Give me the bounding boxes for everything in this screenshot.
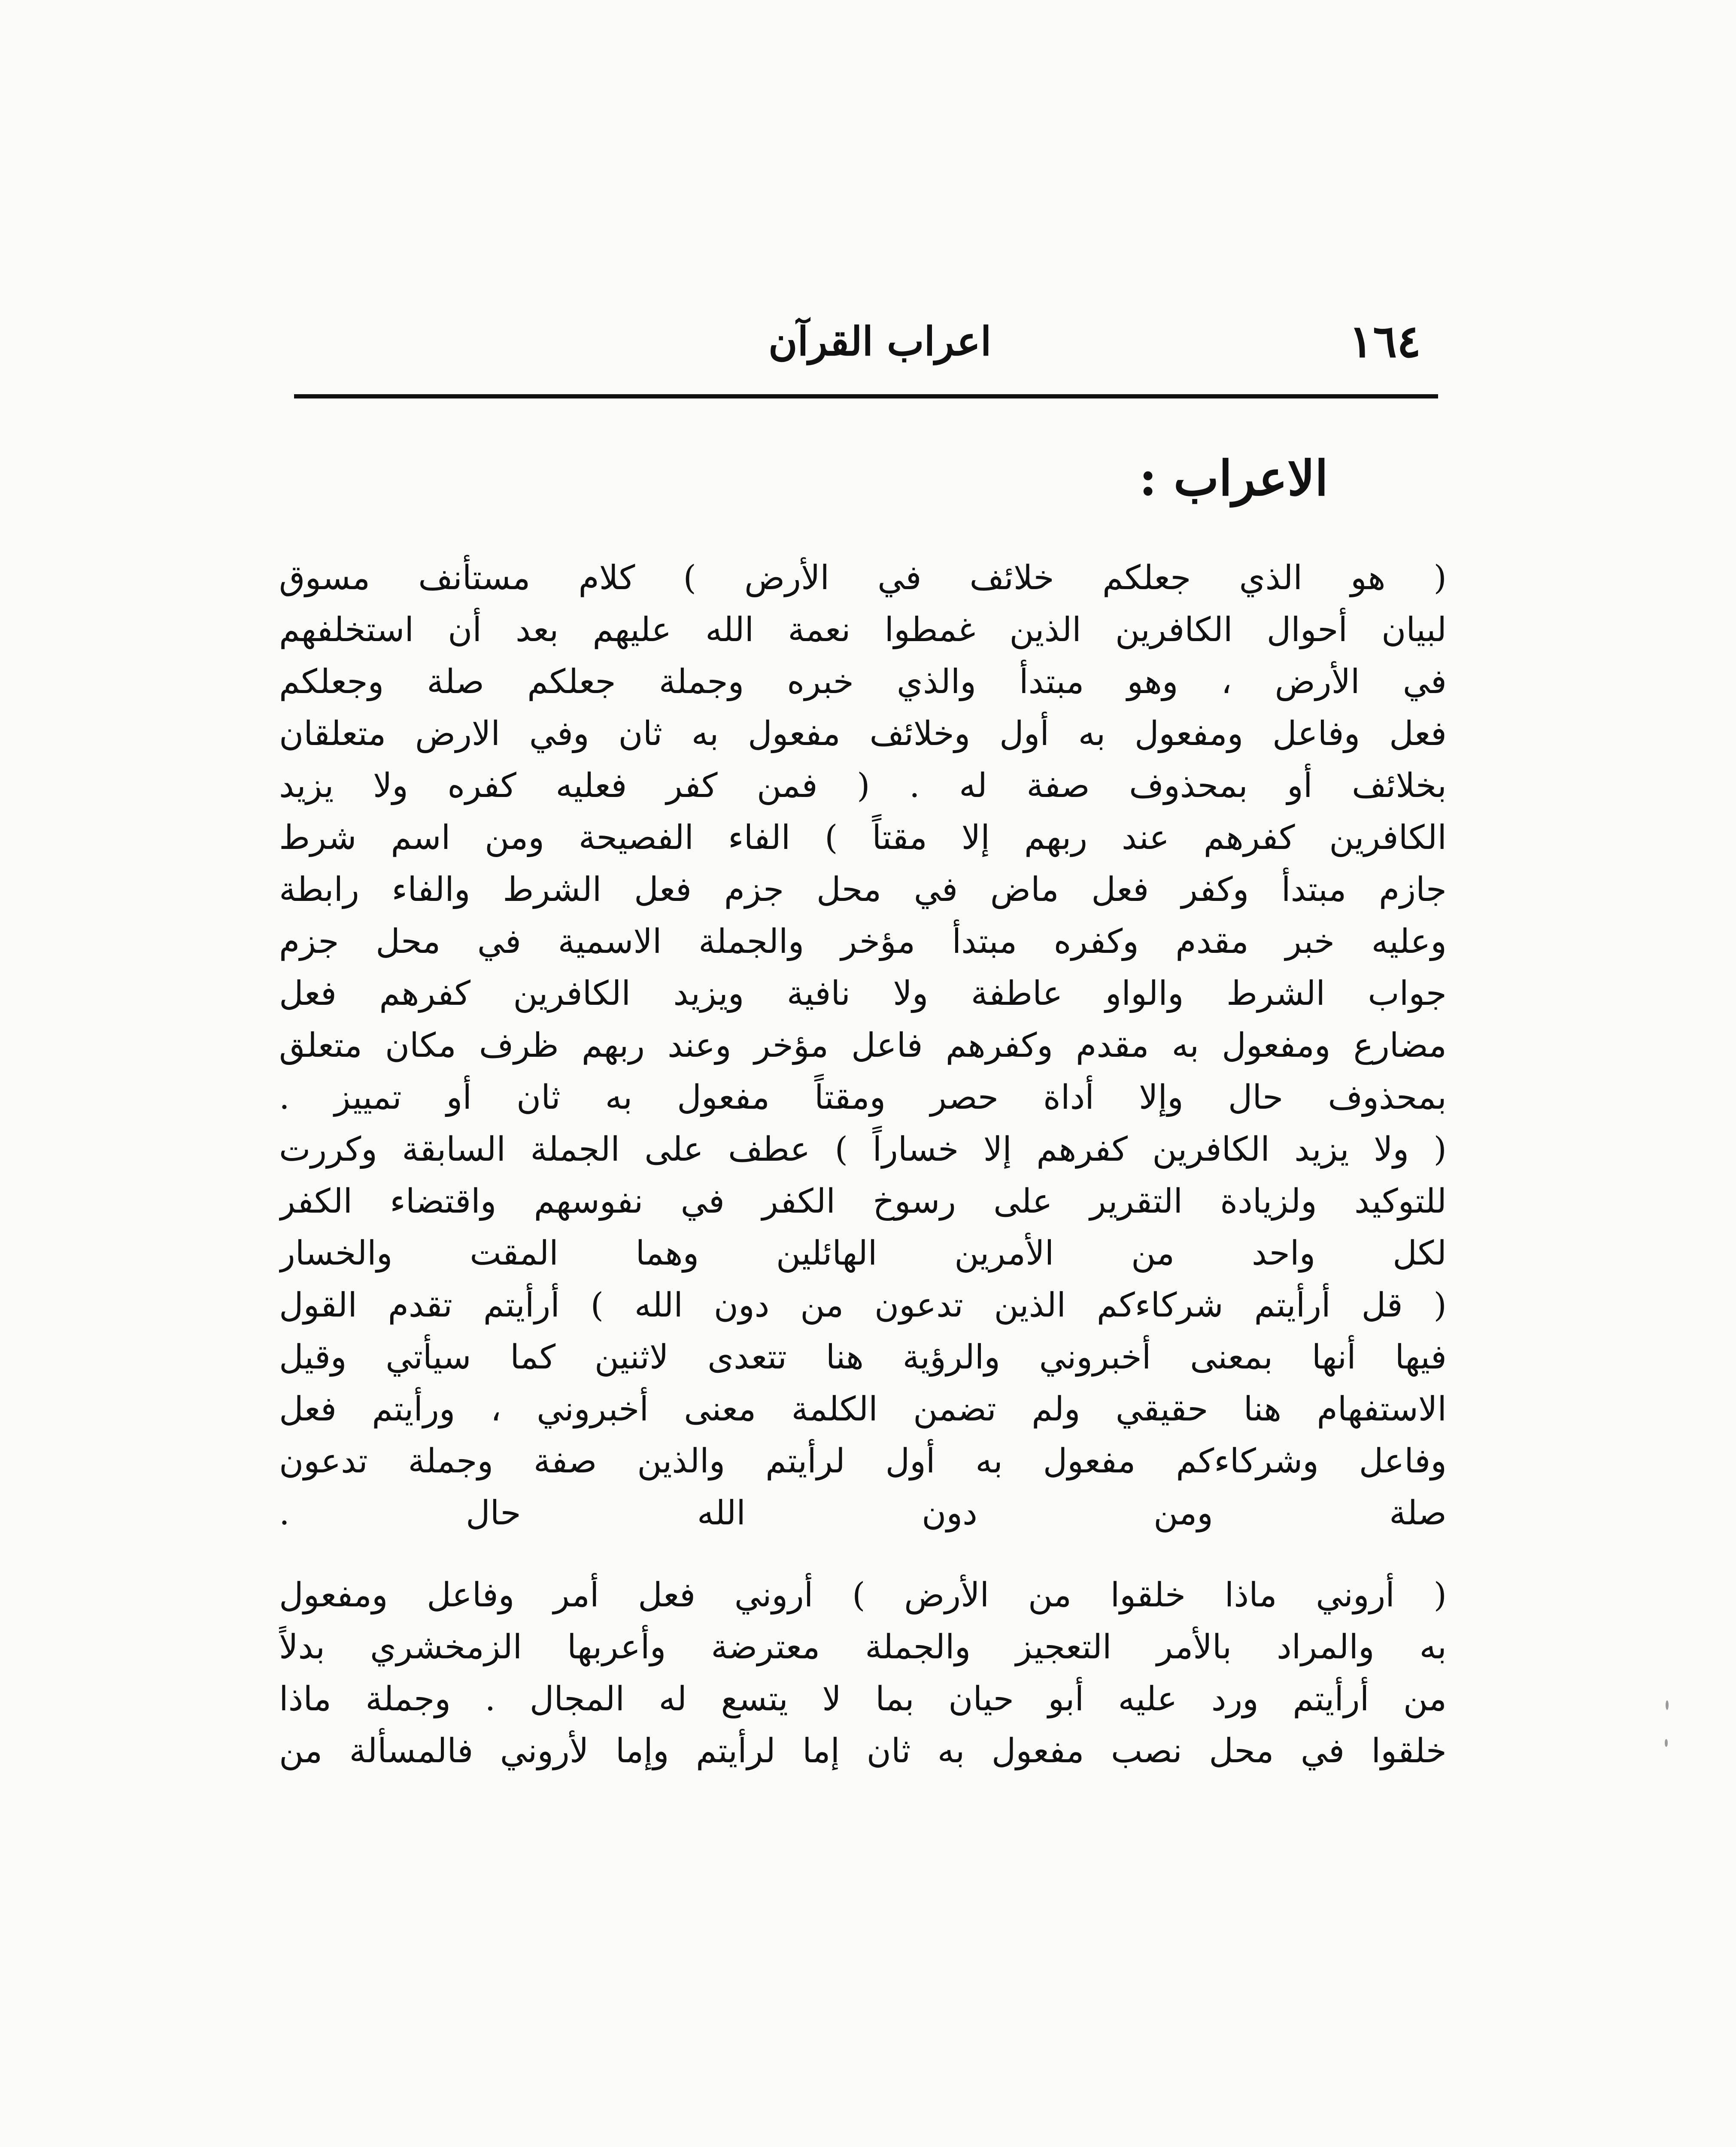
page-header [296,309,1434,374]
section-heading: الاعراب : [1139,450,1328,507]
paragraph [279,1569,1447,1777]
text-line: من أرأيتم ورد عليه أبو حيان بما لا يتسع له المجال . وجملة ماذا [279,1680,1447,1718]
page-number: ١٦٤ [1349,315,1421,368]
text-line: الاستفهام هنا حقيقي ولم تضمن الكلمة معنى أخبروني ، ورأيتم فعل [279,1390,1447,1429]
text-line: جواب الشرط والواو عاطفة ولا نافية ويزيد الكافرين كفرهم فعل [279,974,1447,1013]
body-text [279,552,1447,1777]
running-title: اعراب القرآن [768,318,992,365]
text-line: بخلائف أو بمحذوف صفة له . ( فمن كفر فعليه كفره ولا يزيد [279,766,1447,805]
text-line: في الأرض ، وهو مبتدأ والذي خبره وجملة جعلكم صلة وجعلكم [279,663,1447,701]
text-line: ( أروني ماذا خلقوا من الأرض ) أروني فعل أمر وفاعل ومفعول [279,1576,1447,1615]
scan-speck [1665,1739,1668,1747]
text-line: فيها أنها بمعنى أخبروني والرؤية هنا تتعدى لاثنين كما سيأتي وقيل [279,1338,1447,1377]
scan-speck [1666,1700,1669,1710]
text-line: للتوكيد ولزيادة التقرير على رسوخ الكفر في نفوسهم واقتضاء الكفر [279,1182,1447,1221]
text-line: جازم مبتدأ وكفر فعل ماض في محل جزم فعل الشرط والفاء رابطة [279,870,1447,909]
text-line: ( ولا يزيد الكافرين كفرهم إلا خساراً ) عطف على الجملة السابقة وكررت [279,1130,1447,1169]
paragraph [279,552,1447,1539]
text-line: ( قل أرأيتم شركاءكم الذين تدعون من دون الله ) أرأيتم تقدم القول [279,1286,1447,1325]
text-line: بمحذوف حال وإلا أداة حصر ومقتاً مفعول به ثان أو تمييز . [279,1078,1447,1117]
text-line: فعل وفاعل ومفعول به أول وخلائف مفعول به ثان وفي الارض متعلقان [279,715,1447,753]
text-line: وفاعل وشركاءكم مفعول به أول لرأيتم والذين صفة وجملة تدعون [279,1442,1447,1481]
text-line: لبيان أحوال الكافرين الذين غمطوا نعمة الله عليهم بعد أن استخلفهم [279,611,1447,649]
text-line: وعليه خبر مقدم وكفره مبتدأ مؤخر والجملة الاسمية في محل جزم [279,922,1447,961]
text-line: لكل واحد من الأمرين الهائلين وهما المقت والخسار [279,1234,1447,1273]
text-line: به والمراد بالأمر التعجيز والجملة معترضة وأعربها الزمخشري بدلاً [279,1628,1447,1667]
text-line: ( هو الذي جعلكم خلائف في الأرض ) كلام مستأنف مسوق [279,559,1447,597]
text-line: صلة ومن دون الله حال . [279,1494,1447,1533]
header-rule [294,394,1438,398]
text-line: الكافرين كفرهم عند ربهم إلا مقتاً ) الفاء الفصيحة ومن اسم شرط [279,818,1447,857]
text-line: خلقوا في محل نصب مفعول به ثان إما لرأيتم وإما لأروني فالمسألة من [279,1732,1447,1770]
text-line: مضارع ومفعول به مقدم وكفرهم فاعل مؤخر وعند ربهم ظرف مكان متعلق [279,1026,1447,1065]
